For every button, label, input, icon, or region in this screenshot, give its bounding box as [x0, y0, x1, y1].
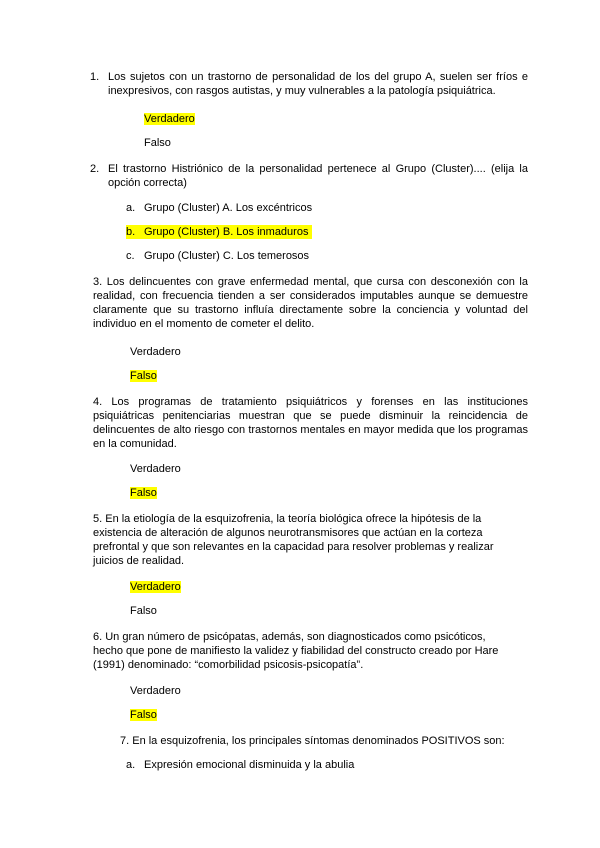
q2-option-a: Grupo (Cluster) A. Los excéntricos — [144, 202, 313, 214]
q2-option-c-marker: c. — [126, 250, 135, 262]
question-3-text: 3. Los delincuentes con grave enfermedad mental, que cursa con desconexión con la realidad, con frecuencia tienden a ser considerados imputables aunque se demuestre claramente que su trastorno influía directamente sobre la conciencia y voluntad del individuo en el momento de cometer el delito. — [93, 276, 528, 330]
question-7-text: 7. En la esquizofrenia, los principales síntomas denominados POSITIVOS son: — [120, 735, 505, 747]
question-1-text: Los sujetos con un trastorno de personalidad de los del grupo A, suelen ser fríos e inexpresivos, con rasgos autistas, y muy vulnerables a la patología psiquiátrica. — [108, 71, 528, 97]
q1-option-false: Falso — [144, 137, 171, 149]
q4-option-true: Verdadero — [130, 463, 181, 475]
q6-option-true: Verdadero — [130, 685, 181, 697]
question-6-text: 6. Un gran número de psicópatas, además, son diagnosticados como psicóticos, hecho que pone de manifiesto la validez y fiabilidad del constructo creado por Hare (1991) denominado: “comorbilidad psicosis-psicopatía”. — [93, 631, 499, 671]
q2-option-b-text: Grupo (Cluster) B. Los inmaduros — [144, 226, 309, 238]
question-4-text: 4. Los programas de tratamiento psiquiátricos y forenses en las instituciones psiquiátricas penitenciarias muestran que se puede disminuir la reincidencia de delincuentes de alto riesgo con trastornos mentales en mayor medida que los programas en la comunidad. — [93, 396, 528, 450]
question-5-text: 5. En la etiología de la esquizofrenia, la teoría biológica ofrece la hipótesis de la existencia de alteración de algunos neurotransmisores que actúan en la corteza prefrontal y que son relevantes en la capacidad para resolver problemas y realizar juicios de realidad. — [93, 513, 494, 567]
q5-option-false: Falso — [130, 605, 157, 617]
q1-option-true-label: Verdadero — [144, 113, 195, 125]
question-1-number: 1. — [90, 71, 100, 83]
q6-option-false-label: Falso — [130, 709, 157, 721]
q2-option-b-marker: b. — [126, 226, 136, 238]
q3-option-false — [130, 369, 157, 383]
q6-option-false — [130, 708, 157, 722]
q4-option-false-label: Falso — [130, 487, 157, 499]
q2-option-b — [126, 225, 312, 239]
q1-option-true — [144, 112, 195, 126]
q5-option-true — [130, 580, 181, 594]
q3-option-false-label: Falso — [130, 370, 157, 382]
question-2-number: 2. — [90, 163, 100, 175]
q7-option-a-marker: a. — [126, 759, 136, 771]
q7-option-a: Expresión emocional disminuida y la abulia — [144, 759, 355, 771]
q2-option-a-marker: a. — [126, 202, 136, 214]
q2-option-c: Grupo (Cluster) C. Los temerosos — [144, 250, 310, 262]
q5-option-true-label: Verdadero — [130, 581, 181, 593]
q4-option-false — [130, 486, 157, 500]
q3-option-true: Verdadero — [130, 346, 181, 358]
question-2-text: El trastorno Histriónico de la personalidad pertenece al Grupo (Cluster).... (elija la opción correcta) — [108, 163, 528, 189]
